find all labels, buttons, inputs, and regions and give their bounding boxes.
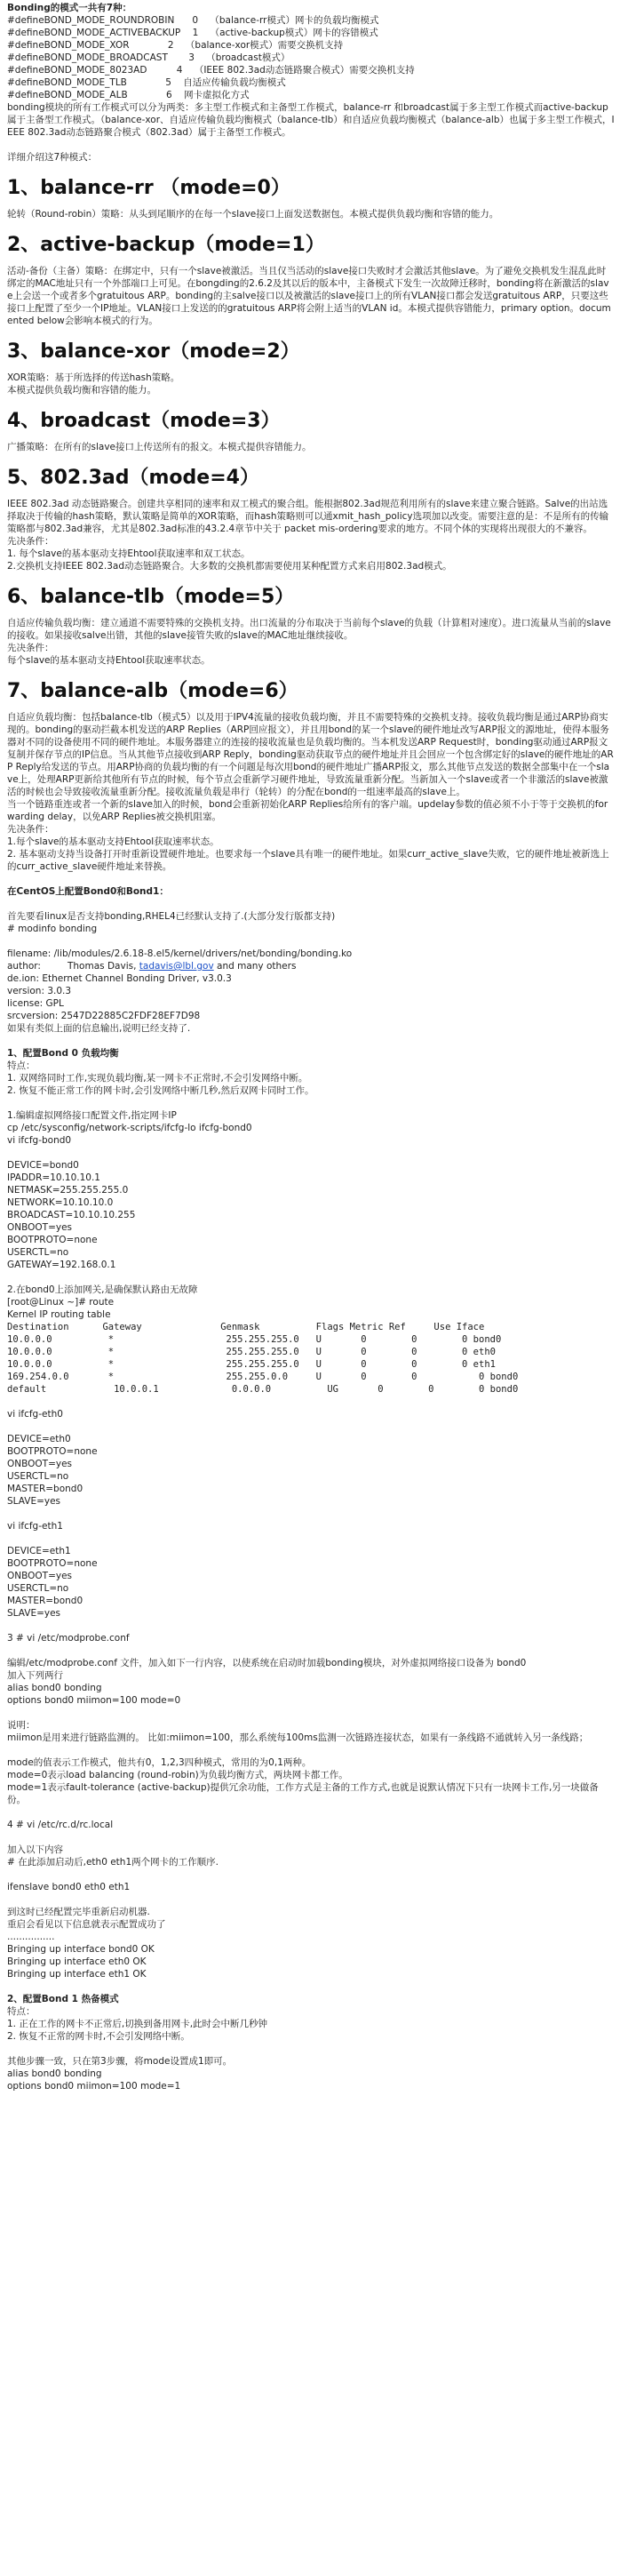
mode-define-line: #defineBOND_MODE_BROADCAST 3 （broadcast模式） [7, 52, 290, 63]
section-paragraph: 1. 每个slave的基本驱动支持Ehtool获取速率和双工状态。 [7, 548, 250, 559]
text-line: de.ion: Ethernet Channel Bonding Driver, v3.0.3 [7, 973, 232, 984]
text-line: MASTER=bond0 [7, 1484, 83, 1494]
text-line: 加入下列两行 [7, 1670, 63, 1681]
blank-line [7, 1644, 615, 1657]
section-paragraph: 广播策略：在所有的slave接口上传送所有的报文。本模式提供容错能力。 [7, 442, 312, 452]
text-line: version: 3.0.3 [7, 986, 72, 996]
text-line: license: GPL [7, 998, 64, 1009]
route-table-row: 169.254.0.0 * 255.255.0.0 U 0 0 0 bond0 [7, 1372, 519, 1382]
blank-line [7, 1420, 615, 1433]
text-line: NETMASK=255.255.255.0 [7, 1185, 129, 1196]
text-line: ONBOOT=yes [7, 1222, 73, 1233]
bond0-heading: 1、配置Bond 0 负载均衡 [7, 1048, 119, 1059]
text-line: mode的值表示工作模式，他共有0，1,2,3四种模式，常用的为0,1两种。 [7, 1757, 312, 1768]
author-label: author: Thomas Davis, [7, 961, 139, 972]
text-line: 其他步骤一致，只在第3步骤，将mode设置成1即可。 [7, 2056, 233, 2067]
text-line: 2.在bond0上添加网关,是确保默认路由无故障 [7, 1284, 198, 1295]
section-heading: 3、balance-xor（mode=2） [7, 340, 300, 363]
mode-define-line: #defineBOND_MODE_ROUNDROBIN 0 （balance-rr模式）网卡的负载均衡模式 [7, 15, 379, 26]
text-line: ................ [7, 1932, 55, 1942]
text-line: options bond0 miimon=100 mode=1 [7, 2081, 181, 2092]
text-line: # 在此添加启动后,eth0 eth1两个网卡的工作顺序. [7, 1857, 219, 1868]
text-line: filename: /lib/modules/2.6.18-8.el5/kernel/drivers/net/bonding/bonding.ko [7, 948, 353, 959]
text-line: USERCTL=no [7, 1471, 69, 1482]
text-line: alias bond0 bonding [7, 2068, 102, 2079]
text-line: [root@Linux ~]# route [7, 1297, 115, 1308]
section-paragraph: IEEE 802.3ad 动态链路聚合。创建共享相同的速率和双工模式的聚合组。能根据802.3ad规范利用所有的slave来建立聚合链路。Salve的出站选择取决于传输的hash策略，默认策略是简单的XOR策略，而hash策略则可以通xmit_hash_policy选项加以改变。需要注意的是：不是所有的传输策略都与802.3ad兼容，尤其是802.3ad标准的43.2.4章节中关于 packet mis-ordering要求的地方。不同个体的实现将出现很大的不兼容。 [7, 499, 609, 534]
section-heading: 4、broadcast（mode=3） [7, 410, 281, 432]
text-line: vi ifcfg-bond0 [7, 1135, 72, 1146]
text-line: 2. 恢复不能正常工作的网卡时,会引发网络中断几秒,然后双网卡同时工作。 [7, 1085, 314, 1096]
section-heading: 2、active-backup（mode=1） [7, 234, 325, 256]
intro-title: Bonding的模式一共有7种： [7, 3, 132, 13]
text-line: vi ifcfg-eth1 [7, 1521, 63, 1532]
section-paragraph: 1.每个slave的基本驱动支持Ehtool获取速率状态。 [7, 836, 219, 847]
section-paragraph: 每个slave的基本驱动支持Ehtool获取速率状态。 [7, 655, 211, 666]
text-line: 重启会看见以下信息就表示配置成功了 [7, 1919, 166, 1930]
section-paragraph: 当一个链路重连或者一个新的slave加入的时候，bond会重新初始化ARP Replies给所有的客户端。updelay参数的值必须不小于等于交换机的forwarding delay，以免ARP Replies被交换机阻塞。 [7, 799, 608, 822]
text-line: 首先要看linux是否支持bonding,RHEL4已经默认支持了.(大部分发行版都支持) [7, 911, 336, 922]
text-line: DEVICE=bond0 [7, 1160, 79, 1171]
text-line: DEVICE=eth1 [7, 1546, 71, 1556]
route-table-row: 10.0.0.0 * 255.255.255.0 U 0 0 0 eth1 [7, 1359, 496, 1370]
text-line: USERCTL=no [7, 1583, 69, 1594]
mode-define-line: #defineBOND_MODE_XOR 2 （balance-xor模式）需要交换机支持 [7, 40, 344, 51]
bond0-block [7, 1060, 615, 1980]
blank-line [7, 1893, 615, 1906]
section-heading: 7、balance-alb（mode=6） [7, 680, 298, 702]
text-line: 4 # vi /etc/rc.d/rc.local [7, 1820, 114, 1830]
blank-line [7, 2043, 615, 2055]
text-line: alias bond0 bonding [7, 1683, 102, 1693]
text-line: Bringing up interface bond0 OK [7, 1944, 155, 1955]
blank-line [7, 935, 615, 948]
text-line: ifenslave bond0 eth0 eth1 [7, 1882, 131, 1892]
mode-define-line: #defineBOND_MODE_TLB 5 自适应传输负载均衡模式 [7, 77, 286, 88]
centos-block [7, 910, 615, 1035]
text-line: mode=1表示fault-tolerance (active-backup)提供冗余功能，工作方式是主备的工作方式,也就是说默认情况下只有一块网卡工作,另一块做备份。 [7, 1782, 599, 1805]
section-heading: 6、balance-tlb（mode=5） [7, 586, 295, 608]
author-tail: and many others [213, 961, 297, 972]
text-line: 如果有类似上面的信息输出,说明已经支持了. [7, 1023, 191, 1034]
section-heading: 1、balance-rr （mode=0） [7, 177, 290, 199]
text-line: 编辑/etc/modprobe.conf 文件，加入如下一行内容，以使系统在启动时加载bonding模块，对外虚拟网络接口设备为 bond0 [7, 1658, 527, 1668]
mode-define-line: #defineBOND_MODE_ALB 6 网卡虚拟化方式 [7, 90, 250, 100]
mode-define-line: #defineBOND_MODE_ACTIVEBACKUP 1 （active-backup模式）网卡的容错模式 [7, 28, 378, 38]
text-line: 2. 恢复不正常的网卡时,不会引发网络中断。 [7, 2031, 190, 2042]
blank-line [7, 1707, 615, 1719]
text-line: 说明： [7, 1720, 36, 1731]
text-line: MASTER=bond0 [7, 1596, 83, 1606]
text-line: 1.编辑虚拟网络接口配置文件,指定网卡IP [7, 1110, 177, 1121]
section-paragraph: 本模式提供负载均衡和容错的能力。 [7, 385, 156, 396]
intro-detail-label: 详细介绍这7种模式： [7, 152, 98, 163]
section-paragraph: 先决条件： [7, 824, 54, 835]
text-line: ONBOOT=yes [7, 1571, 73, 1581]
mode-define-line: #defineBOND_MODE_8023AD 4 （IEEE 802.3ad动态链路聚合模式）需要交换机支持 [7, 65, 415, 76]
text-line: SLAVE=yes [7, 1608, 61, 1619]
blank-line [7, 1532, 615, 1545]
centos-heading: 在CentOS上配置Bond0和Bond1： [7, 886, 169, 897]
text-line: vi ifcfg-eth0 [7, 1409, 63, 1420]
intro-summary: bonding模块的所有工作模式可以分为两类：多主型工作模式和主备型工作模式，balance-rr 和broadcast属于多主型工作模式而active-backup属于主备型工作模式。（balance-xor、自适应传输负载均衡模式（balance-tlb）和自适应负载均衡模式（balance-alb）也属于多主型工作模式，IEEE 802.3ad动态链路聚合模式（802.3ad）属于主备型工作模式。 [7, 102, 615, 138]
text-line: Kernel IP routing table [7, 1309, 111, 1320]
blank-line [7, 1147, 615, 1159]
text-line: 1. 正在工作的网卡不正常后,切换到备用网卡,此时会中断几秒钟 [7, 2019, 268, 2029]
section-paragraph: 2.交换机支持IEEE 802.3ad动态链路聚合。大多数的交换机都需要使用某种配置方式来启用802.3ad模式。 [7, 561, 452, 572]
author-email-link[interactable]: tadavis@lbl.gov [139, 961, 214, 972]
blank-line [7, 1806, 615, 1819]
text-line: # modinfo bonding [7, 924, 98, 934]
section-paragraph: 2. 基本驱动支持当设备打开时重新设置硬件地址。也要求每一个slave具有唯一的硬件地址。如果curr_active_slave失败，它的硬件地址被新选上的curr_active_slave硬件地址来替换。 [7, 849, 609, 872]
text-line: options bond0 miimon=100 mode=0 [7, 1695, 181, 1706]
text-line: SLAVE=yes [7, 1496, 61, 1507]
route-table-row: 10.0.0.0 * 255.255.255.0 U 0 0 0 eth0 [7, 1347, 496, 1357]
text-line: srcversion: 2547D22885C2FDF28EF7D98 [7, 1011, 201, 1021]
text-line: BOOTPROTO=none [7, 1446, 98, 1457]
text-line: BOOTPROTO=none [7, 1235, 98, 1245]
text-line: BROADCAST=10.10.10.255 [7, 1210, 136, 1220]
blank-line [7, 1271, 615, 1284]
blank-line [7, 1831, 615, 1844]
blank-line [7, 1868, 615, 1881]
route-table-row: Destination Gateway Genmask Flags Metric Ref Use Iface [7, 1322, 485, 1332]
route-table-row: 10.0.0.0 * 255.255.255.0 U 0 0 0 bond0 [7, 1334, 502, 1345]
section-paragraph: XOR策略：基于所选择的传送hash策略。 [7, 372, 180, 383]
text-line: 特点： [7, 2006, 36, 2017]
text-line: BOOTPROTO=none [7, 1558, 98, 1569]
mode-define-list [7, 14, 615, 101]
text-line: miimon是用来进行链路监测的。 比如:miimon=100，那么系统每100ms监测一次链路连接状态，如果有一条线路不通就转入另一条线路； [7, 1732, 589, 1743]
text-line: USERCTL=no [7, 1247, 69, 1258]
text-line: NETWORK=10.10.10.0 [7, 1197, 114, 1208]
text-line: ONBOOT=yes [7, 1459, 73, 1469]
route-table-row: default 10.0.0.1 0.0.0.0 UG 0 0 0 bond0 [7, 1384, 519, 1395]
blank-line [7, 1396, 615, 1408]
text-line: Bringing up interface eth1 OK [7, 1969, 147, 1980]
bond1-block [7, 2005, 615, 2092]
blank-line [7, 1508, 615, 1520]
blank-line [7, 1097, 615, 1109]
bond1-heading: 2、配置Bond 1 热备模式 [7, 1994, 119, 2004]
text-line: GATEWAY=192.168.0.1 [7, 1260, 116, 1270]
section-paragraph: 先决条件： [7, 536, 54, 547]
blank-line [7, 1744, 615, 1756]
modinfo-author-line [7, 960, 615, 972]
text-line: 特点： [7, 1060, 36, 1071]
text-line: Bringing up interface eth0 OK [7, 1956, 147, 1967]
section-paragraph: 自适应传输负载均衡：建立通道不需要特殊的交换机支持。出口流量的分布取决于当前每个slave的负载（计算相对速度）。进口流量从当前的slave的接收。如果接收salve出错，其他的slave接管失败的slave的MAC地址继续接收。 [7, 618, 611, 641]
text-line: 到这时已经配置完毕重新启动机器. [7, 1907, 150, 1917]
section-paragraph: 先决条件： [7, 643, 54, 653]
text-line: 3 # vi /etc/modprobe.conf [7, 1633, 130, 1644]
text-line: DEVICE=eth0 [7, 1434, 71, 1444]
section-paragraph: 自适应负载均衡：包括balance-tlb（模式5）以及用于IPV4流量的接收负载均衡，并且不需要特殊的交换机支持。接收负载均衡是通过ARP协商实现的。bonding的驱动拦截本机发送的ARP Replies（ARP回应报文），并且用bond的某一个slave的硬件地址改写ARP报文的源地址，使得本服务器对不同的设备使用不同的硬件地址。本服务器建立的连接的接收流量也是负载均衡的。当本机发送ARP Request时，bonding驱动通过ARP报文复制并保存节点的IP信息。当从其他节点接收到ARP Reply，bonding驱动获取节点的硬件地址并且会回应一个包含绑定好的slave的硬件地址的ARP Reply给发送的节点。用ARP协商的负载均衡的有一个问题是每次用bond的硬件地址广播ARP报文，那么其他节点发送的数据全部集中在一个slave上，处理ARP更新给其他所有节点的时候，每个节点会重新学习硬件地址，导致流量重新分配。当新加入一个slave或者一个非激活的slave被激活的时候也会导致接收流量重新分配。接收流量负载是串行（轮转）的分配在bond的一组速率最高的slave上。 [7, 712, 614, 797]
section-heading: 5、802.3ad（mode=4） [7, 467, 259, 489]
section-paragraph: 活动-备份（主备）策略：在绑定中，只有一个slave被激活。当且仅当活动的slave接口失败时才会激活其他slave。为了避免交换机发生混乱此时绑定的MAC地址只有一个外部端口上可见。在bongding的2.6.2及其以后的版本中，主备模式下发生一次故障迁移时，bonding将在新激活的slave上会送一个或者多个gratuitous ARP。bonding的主salve接口以及被激活的slave接口上的所有VLAN接口都会发送gratuitous ARP，只要这些接口上配置了至少一个IP地址。VLAN接口上发送的的gratuitous ARP将会附上适当的VLAN id。本模式提供容错能力，primary option。documented below会影响本模式的行为。 [7, 266, 611, 326]
mode-sections [7, 176, 615, 873]
text-line: 加入以下内容 [7, 1844, 63, 1855]
section-paragraph: 轮转（Round-robin）策略：从头到尾顺序的在每一个slave接口上面发送数据包。本模式提供负载均衡和容错的能力。 [7, 209, 499, 220]
blank-line [7, 1620, 615, 1632]
text-line: mode=0表示load balancing (round-robin)为负载均衡方式，两块网卡都工作。 [7, 1770, 348, 1780]
text-line: IPADDR=10.10.10.1 [7, 1172, 100, 1183]
text-line: cp /etc/sysconfig/network-scripts/ifcfg-lo ifcfg-bond0 [7, 1123, 252, 1133]
text-line: 1. 双网络同时工作,实现负载均衡,某一网卡不正常时,不会引发网络中断。 [7, 1073, 308, 1084]
